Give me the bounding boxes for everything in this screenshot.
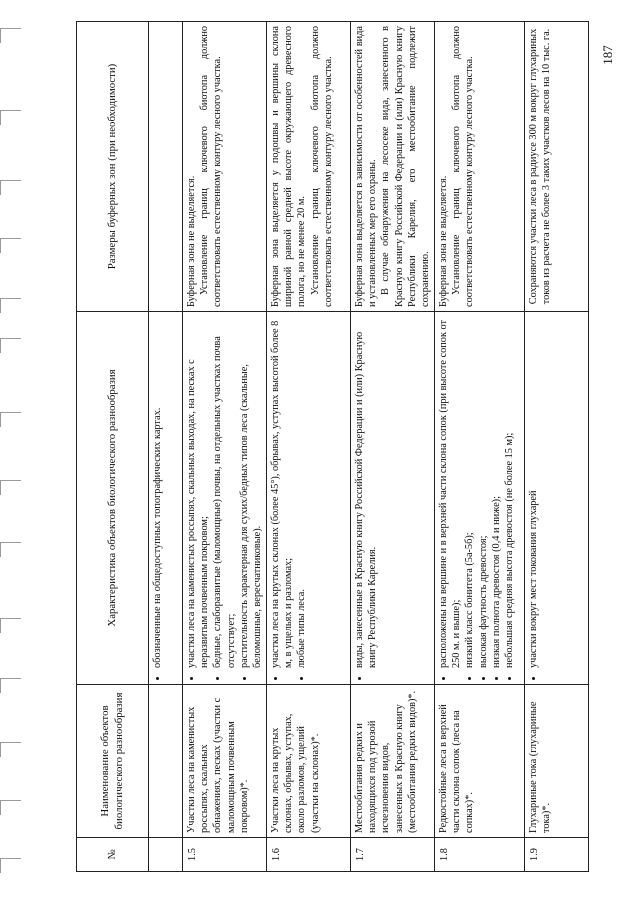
binding-mark [0,412,21,427]
cell-buffer-zone [149,22,183,312]
characteristics-list [527,316,540,680]
characteristics-list [353,316,379,680]
row-number: 1.9 [525,838,589,872]
table-row [525,22,589,872]
cell-characteristics [435,312,525,685]
cell-characteristics [267,312,351,685]
cell-characteristics [149,312,183,685]
list-item: • низкий класс бонитета (5а-5б); [463,316,476,668]
buffer-zone-note: В случае обнаружения на лесосеке вида, занесенного в Красную книгу Российской Федерации и (или) Красную книгу Республики Карелия, его местообитание подлежит сохранению. [380,26,431,307]
buffer-zone-text: Буферная зона выделяется в зависимости от особенностей вида и установленных мер его охраны. [354,26,379,307]
binding-mark [0,618,21,633]
list-item: • виды, занесенные в Красную книгу Российской Федерации и (или) Красную книгу Республики Карелия. [353,316,379,668]
cell-characteristics [183,312,267,685]
buffer-zone-text: Буферная зона выделяется у подошвы и вершины склона шириной равной средней высоте окружающего древесного полога, но не менее 20 м. [270,26,308,307]
row-number: 1.5 [183,838,267,872]
cell-buffer-zone [183,22,267,312]
table-row [267,22,351,872]
table-row [351,22,435,872]
binding-mark [0,238,21,253]
row-object-name: Редкостойные леса в верхней части склона сопок (леса на сопках)*. [435,685,525,838]
row-object-name: Участки леса на крутых склонах, обрывах, уступах, около разломов, ущелий (участки на склонах)*. [267,685,351,838]
page-number: 187 [600,45,615,65]
binding-mark [0,742,21,757]
binding-mark [0,28,21,43]
cell-buffer-zone [351,22,435,312]
cell-buffer-zone [525,22,589,312]
binding-mark [0,800,21,815]
row-number: 1.6 [267,838,351,872]
list-item: • бедные, слаборазвитые (маломощные) почвы, на отдельных участках почва отсутствует; [211,316,237,668]
buffer-zone-note: Установление границ ключевого биотопа должно соответствовать естественному контуру лесного участка. [199,26,224,307]
list-item: • участки леса на крутых склонах (более 45°), обрывах, уступах высотой более 8 м, в ущельях и разломах; [269,316,295,668]
cell-buffer-zone [267,22,351,312]
cell-number [149,838,183,872]
list-item: • участки вокруг мест токования глухарей [527,316,540,668]
list-item: • растительность характерная для сухих/бедных типов леса (скальные, беломошные, вересчатниковые). [238,316,264,668]
biodiversity-objects-table [76,21,589,872]
binding-mark [0,110,21,125]
binding-mark [0,678,21,693]
binding-mark [0,338,21,353]
buffer-zone-text: Буферная зона не выделяется. [186,175,197,307]
binding-mark [0,180,21,195]
cell-name [149,685,183,838]
characteristics-list [437,316,516,680]
row-object-name: Глухариные тока (глухариные тока)*. [525,685,589,838]
cell-characteristics [525,312,589,685]
table-row [435,22,525,872]
buffer-zone-text: Сохраняются участки леса в радиусе 300 м вокруг глухариных токов из расчета не более 3 таких участков лесов на 10 тыс. га. [528,28,553,305]
list-item: • низкая полнота древостоя (0,4 и ниже); [490,316,503,668]
list-item: • расположены на вершине и в верхней части склона сопок (при высоте сопок от 250 м. и выше); [437,316,463,668]
table-row [183,22,267,872]
header-characteristics: Характеристика объектов биологического разнообразия [77,312,149,685]
table-header-row [77,22,149,872]
list-item: • любые типы леса. [295,316,308,668]
buffer-zone-text: Буферная зона не выделяется. [438,175,450,307]
row-object-name: Участки леса на каменистых россыпях, скальных обнажениях, песках (участки с маломощным почвенным покровом)*. [183,685,267,838]
row-number: 1.8 [435,838,525,872]
binding-mark [0,480,21,495]
list-item: • участки леса на каменистых россыпях, скальных выходах, на песках с неразвитым почвенным покровом; [185,316,211,668]
binding-mark [0,858,21,873]
buffer-zone-note: Установление границ ключевого биотопа должно соответствовать естественному контуру лесного участка. [309,26,334,307]
binding-mark [0,542,21,557]
header-buffer-zone: Размеры буферных зон (при необходимости) [77,22,149,312]
characteristics-list [151,316,164,680]
header-object-name: Наименование объектов биологического разнообразия [77,685,149,838]
cell-characteristics [351,312,435,685]
header-number: № [77,838,149,872]
characteristics-list [185,316,264,680]
table-row-continuation [149,22,183,872]
rotated-document-sheet [76,22,586,872]
list-item: • высокая фаутность древостоя; [477,316,490,668]
binding-mark [0,298,21,313]
list-item: • небольшая средняя высота древостоя (не более 15 м); [503,316,516,668]
characteristics-list [269,316,309,680]
buffer-zone-note: Установление границ ключевого биотопа должно соответствовать естественному контуру лесного участка. [451,26,476,307]
row-number: 1.7 [351,838,435,872]
list-item: • обозначенные на общедоступных топографических картах. [151,316,164,668]
row-object-name: Местообитания редких и находящихся под угрозой исчезновения видов, занесенных в Красную книгу (местообитания редких видов)*. [351,685,435,838]
cell-buffer-zone [435,22,525,312]
